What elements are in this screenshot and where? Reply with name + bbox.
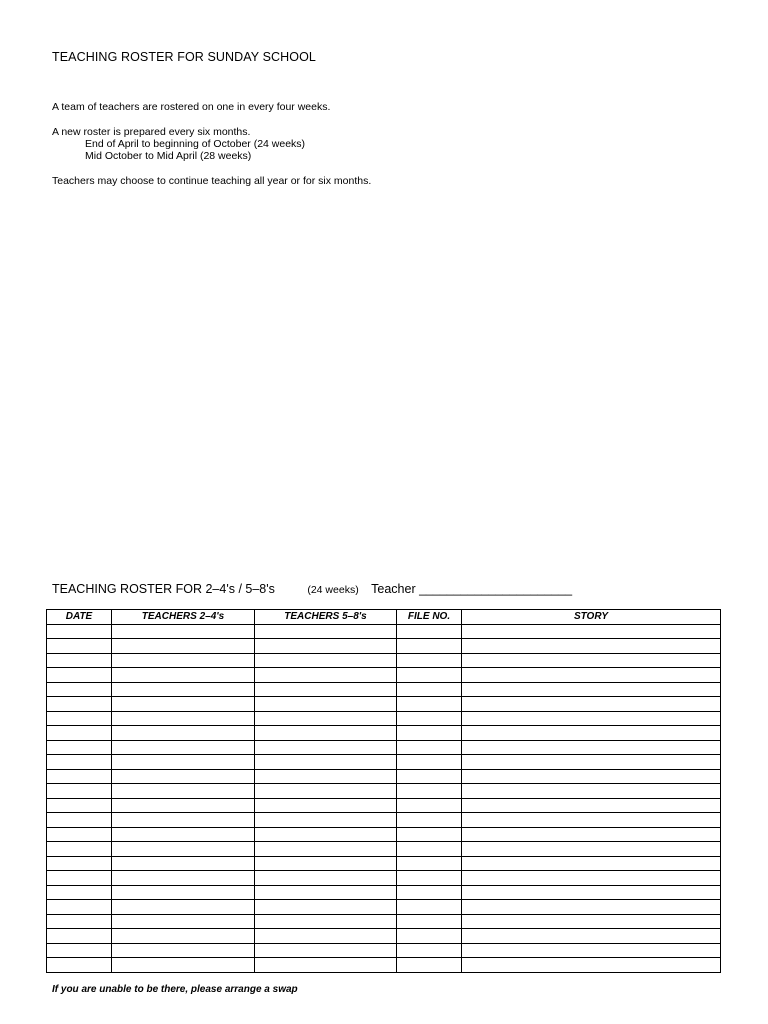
table-row: [47, 697, 721, 712]
table-cell: [397, 914, 462, 929]
table-cell: [47, 885, 112, 900]
table-cell: [462, 813, 721, 828]
table-cell: [255, 943, 397, 958]
table-row: [47, 943, 721, 958]
table-cell: [255, 813, 397, 828]
table-cell: [112, 682, 255, 697]
table-cell: [462, 958, 721, 973]
table-cell: [397, 842, 462, 857]
table-cell: [255, 958, 397, 973]
roster-title: TEACHING ROSTER FOR 2–4's / 5–8's: [52, 582, 275, 596]
footer-note: If you are unable to be there, please arrange a swap: [52, 984, 298, 995]
table-cell: [462, 856, 721, 871]
column-header-date: DATE: [47, 610, 112, 625]
table-cell: [255, 929, 397, 944]
table-cell: [462, 914, 721, 929]
table-cell: [462, 624, 721, 639]
table-cell: [397, 711, 462, 726]
table-cell: [47, 653, 112, 668]
table-cell: [397, 900, 462, 915]
table-cell: [255, 755, 397, 770]
table-cell: [397, 798, 462, 813]
roster-table: [46, 609, 721, 973]
column-header-teachers-5-8: TEACHERS 5–8's: [255, 610, 397, 625]
table-cell: [47, 871, 112, 886]
table-row: [47, 900, 721, 915]
roster-body: [47, 624, 721, 972]
table-cell: [462, 929, 721, 944]
intro-line-2: A new roster is prepared every six months.: [52, 126, 251, 138]
table-cell: [462, 639, 721, 654]
teacher-field: Teacher ______________________: [371, 582, 573, 596]
table-row: [47, 958, 721, 973]
table-cell: [462, 726, 721, 741]
table-cell: [462, 711, 721, 726]
table-cell: [255, 697, 397, 712]
table-cell: [462, 697, 721, 712]
table-cell: [47, 668, 112, 683]
table-cell: [47, 624, 112, 639]
table-cell: [255, 784, 397, 799]
table-cell: [255, 711, 397, 726]
table-cell: [255, 740, 397, 755]
table-row: [47, 682, 721, 697]
table-cell: [397, 871, 462, 886]
table-cell: [47, 784, 112, 799]
table-cell: [112, 929, 255, 944]
table-cell: [462, 798, 721, 813]
table-cell: [47, 958, 112, 973]
table-cell: [47, 929, 112, 944]
table-row: [47, 624, 721, 639]
table-row: [47, 856, 721, 871]
table-cell: [462, 827, 721, 842]
table-cell: [255, 842, 397, 857]
table-cell: [397, 624, 462, 639]
table-cell: [112, 697, 255, 712]
intro-line-5: Teachers may choose to continue teaching all year or for six months.: [52, 175, 372, 187]
table-cell: [255, 914, 397, 929]
table-cell: [397, 827, 462, 842]
table-cell: [255, 639, 397, 654]
column-header-teachers-2-4: TEACHERS 2–4's: [112, 610, 255, 625]
table-cell: [112, 856, 255, 871]
table-cell: [397, 726, 462, 741]
table-cell: [397, 958, 462, 973]
table-cell: [47, 697, 112, 712]
table-cell: [255, 726, 397, 741]
table-row: [47, 885, 721, 900]
intro-line-1: A team of teachers are rostered on one in every four weeks.: [52, 101, 331, 113]
table-cell: [112, 740, 255, 755]
table-cell: [112, 624, 255, 639]
table-cell: [255, 827, 397, 842]
table-cell: [47, 914, 112, 929]
table-cell: [47, 682, 112, 697]
table-cell: [112, 755, 255, 770]
intro-line-4: Mid October to Mid April (28 weeks): [85, 150, 252, 162]
table-row: [47, 740, 721, 755]
table-cell: [462, 943, 721, 958]
table-cell: [47, 813, 112, 828]
table-cell: [397, 856, 462, 871]
table-cell: [255, 856, 397, 871]
table-cell: [397, 755, 462, 770]
table-cell: [462, 784, 721, 799]
table-cell: [397, 929, 462, 944]
table-header-row: [47, 610, 721, 625]
page-title: TEACHING ROSTER FOR SUNDAY SCHOOL: [52, 50, 316, 64]
table-cell: [112, 726, 255, 741]
table-cell: [47, 842, 112, 857]
table-cell: [112, 914, 255, 929]
table-cell: [462, 755, 721, 770]
table-cell: [47, 726, 112, 741]
table-row: [47, 769, 721, 784]
table-row: [47, 668, 721, 683]
table-row: [47, 784, 721, 799]
table-cell: [255, 871, 397, 886]
table-cell: [112, 827, 255, 842]
table-cell: [397, 682, 462, 697]
table-cell: [462, 740, 721, 755]
table-row: [47, 798, 721, 813]
table-cell: [112, 711, 255, 726]
table-cell: [47, 856, 112, 871]
table-cell: [47, 711, 112, 726]
table-cell: [112, 639, 255, 654]
table-cell: [397, 697, 462, 712]
table-cell: [47, 943, 112, 958]
column-header-file-no: FILE NO.: [397, 610, 462, 625]
table-cell: [462, 842, 721, 857]
table-cell: [397, 740, 462, 755]
table-cell: [255, 769, 397, 784]
table-cell: [112, 943, 255, 958]
table-row: [47, 653, 721, 668]
table-cell: [112, 798, 255, 813]
table-cell: [112, 871, 255, 886]
table-cell: [397, 639, 462, 654]
table-cell: [255, 624, 397, 639]
table-row: [47, 914, 721, 929]
table-cell: [462, 668, 721, 683]
table-row: [47, 842, 721, 857]
roster-weeks: (24 weeks): [307, 584, 359, 596]
table-cell: [47, 900, 112, 915]
table-cell: [112, 653, 255, 668]
table-cell: [47, 755, 112, 770]
table-cell: [255, 885, 397, 900]
table-row: [47, 871, 721, 886]
table-row: [47, 711, 721, 726]
intro-line-3: End of April to beginning of October (24 weeks): [85, 138, 306, 150]
table-row: [47, 813, 721, 828]
table-cell: [255, 900, 397, 915]
table-cell: [47, 639, 112, 654]
table-cell: [462, 653, 721, 668]
roster-heading: [52, 580, 732, 598]
table-row: [47, 827, 721, 842]
table-cell: [397, 885, 462, 900]
table-row: [47, 639, 721, 654]
table-cell: [255, 668, 397, 683]
table-cell: [462, 885, 721, 900]
table-cell: [397, 653, 462, 668]
table-cell: [462, 871, 721, 886]
table-cell: [255, 653, 397, 668]
table-cell: [462, 769, 721, 784]
table-cell: [112, 769, 255, 784]
table-cell: [47, 769, 112, 784]
table-cell: [112, 958, 255, 973]
table-row: [47, 929, 721, 944]
table-cell: [255, 798, 397, 813]
table-cell: [112, 784, 255, 799]
table-cell: [47, 740, 112, 755]
table-cell: [112, 900, 255, 915]
table-cell: [47, 798, 112, 813]
table-cell: [112, 885, 255, 900]
table-row: [47, 726, 721, 741]
column-header-story: STORY: [462, 610, 721, 625]
table-row: [47, 755, 721, 770]
table-cell: [397, 769, 462, 784]
table-cell: [462, 900, 721, 915]
table-cell: [112, 842, 255, 857]
table-cell: [397, 943, 462, 958]
table-cell: [397, 813, 462, 828]
table-cell: [112, 813, 255, 828]
table-cell: [397, 668, 462, 683]
table-cell: [112, 668, 255, 683]
table-cell: [397, 784, 462, 799]
table-cell: [255, 682, 397, 697]
table-cell: [462, 682, 721, 697]
table-cell: [47, 827, 112, 842]
